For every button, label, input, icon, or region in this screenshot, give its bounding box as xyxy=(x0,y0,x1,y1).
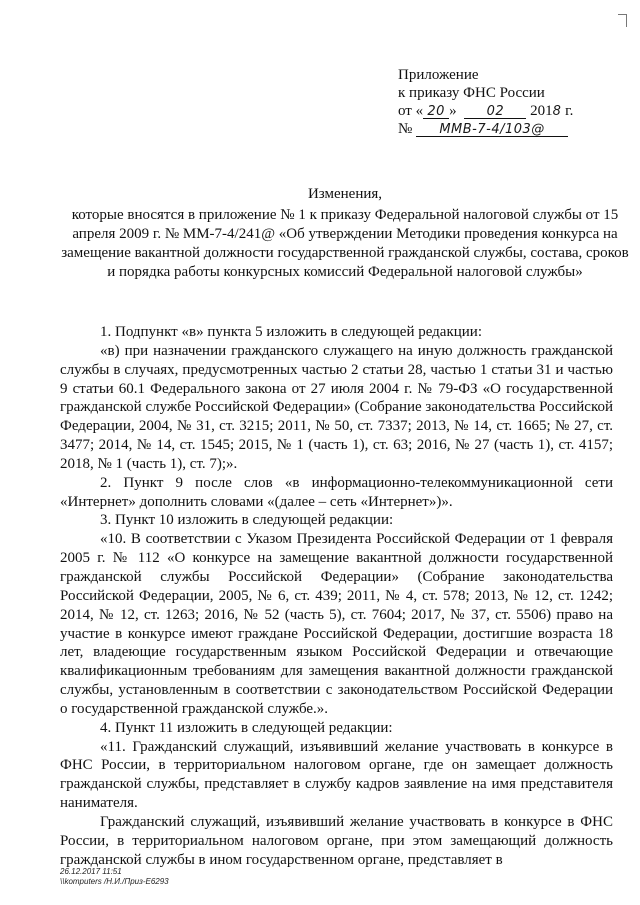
paragraph-1-heading: 1. Подпункт «в» пункта 5 изложить в следующей редакции: xyxy=(100,324,483,340)
footer-path: \\komputers /Н.И./Приз-Е6293 xyxy=(60,877,169,886)
date-year-handwritten: 8 xyxy=(552,104,562,119)
paragraph-4-text: «11. Гражданский служащий, изъявивший желание участвовать в конкурсе в ФНС России, в территориальном налоговом органе, где он замещает должность гражданской службы, представляет в службу кадров заявление на имя представителя нанимателя. xyxy=(60,738,613,812)
appendix-label: Приложение xyxy=(398,67,479,83)
number-prefix: № xyxy=(398,121,413,137)
paragraph-4-continuation: Гражданский служащий, изъявивший желание участвовать в конкурсе в ФНС России, в территориальном налоговом органе, при этом замещающий должность гражданской службы в ином государственном органе, представляет в xyxy=(60,813,613,868)
date-prefix: от « xyxy=(398,103,424,119)
date-mid: » xyxy=(449,103,457,119)
footer-timestamp: 26.12.2017 11:51 xyxy=(60,867,122,876)
number-handwritten: ММВ-7-4/103@ xyxy=(439,122,545,137)
date-day-handwritten: 20 xyxy=(427,104,445,119)
document-title xyxy=(60,185,630,282)
paragraph-2: 2. Пункт 9 после слов «в информационно-телекоммуникационной сети «Интернет» дополнить словами «(далее – сеть «Интернет»)». xyxy=(60,474,613,510)
paragraph-1-text: «в) при назначении гражданского служащего на иную должность гражданской службы в случаях, предусмотренных частью 2 статьи 28, частью 1 статьи 31 и частью 9 статьи 60.1 Федерального закона от 27 июля 2004 г. № 79-ФЗ «О государственной гражданской службе Российской Федерации» (Собрание законодательства Российской Федерации, 2004, № 31, ст. 3215; 2011, № 50, ст. 7337; 2013, № 14, ст. 1665; № 27, ст. 3477; 2014, № 14, ст. 1545; 2015, № 1 (часть 1), ст. 63; 2016, № 27 (часть 1), ст. 4157; 2018, № 1 (часть 1), ст. 7);». xyxy=(60,342,613,472)
appendix-number xyxy=(398,120,573,138)
date-month-handwritten: 02 xyxy=(486,104,505,119)
date-month-field xyxy=(464,102,526,119)
title-subtitle: которые вносятся в приложение № 1 к приказу Федеральной налоговой службы от 15 апреля 2009 г. № ММ-7-4/241@ «Об утверждении Методики проведения конкурса на замещение вакантной должности государственной гражданской службы, состава, сроков и порядка работы конкурсных комиссий Федеральной налоговой службы» xyxy=(61,207,629,280)
appendix-header xyxy=(398,66,573,138)
document-body xyxy=(60,323,613,869)
date-day-field xyxy=(423,102,449,119)
file-footer xyxy=(60,867,169,887)
appendix-date xyxy=(398,102,573,120)
number-field xyxy=(416,120,568,137)
title-heading: Изменения, xyxy=(307,186,383,202)
page-corner-mark xyxy=(618,14,627,27)
date-year-prefix: 201 xyxy=(530,103,553,119)
date-year-suffix: г. xyxy=(561,103,574,119)
paragraph-3-text: «10. В соответствии с Указом Президента Российской Федерации от 1 февраля 2005 г. № 112 «О конкурсе на замещение вакантной должности государственной гражданской службы Российской Федерации» (Собрание законодательства Российской Федерации, 2005, № 6, ст. 439; 2011, № 4, ст. 578; 2013, № 12, ст. 1242; 2014, № 12, ст. 1263; 2016, № 52 (часть 5), ст. 7604; 2017, № 37, ст. 5506) право на участие в конкурсе имеют граждане Российской Федерации, достигшие возраста 18 лет, владеющие государственным языком Российской Федерации и отвечающие квалификационным требованиям для замещения вакантной должности гражданской службы, установленным в соответствии с законодательством Российской Федерации о государственной гражданской службе.». xyxy=(60,531,613,717)
paragraph-4-heading: 4. Пункт 11 изложить в следующей редакции: xyxy=(100,719,393,736)
paragraph-3-heading: 3. Пункт 10 изложить в следующей редакции: xyxy=(100,512,394,529)
appendix-order-ref: к приказу ФНС России xyxy=(398,85,545,101)
